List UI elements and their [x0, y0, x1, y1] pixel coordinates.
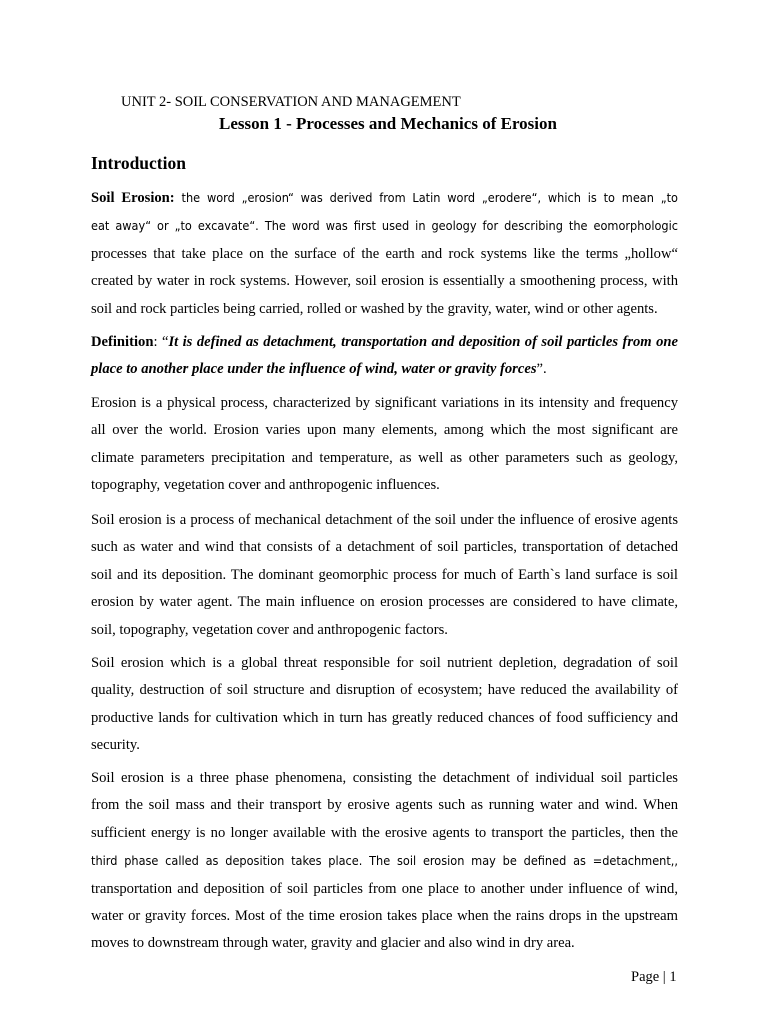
paragraph-line: moves to downstream through water, gravity and glacier and also wind in dry area. — [91, 935, 575, 952]
text-run: third phase called as deposition takes place. The soil erosion may be defined as =detachment,, — [91, 853, 678, 869]
paragraph-line: water or gravity forces. Most of the time erosion takes place when the rains drops in the upstream — [91, 908, 678, 925]
paragraph-line: climate parameters precipitation and temperature, as well as other parameters such as geology, — [91, 449, 678, 466]
unit-heading: UNIT 2- SOIL CONSERVATION AND MANAGEMENT — [121, 94, 461, 110]
paragraph-mechanical-detachment — [91, 507, 678, 644]
paragraph-line — [91, 184, 678, 212]
paragraph-line — [91, 212, 678, 240]
paragraph-line: processes that take place on the surface of the earth and rock systems like the terms „hollow“ — [91, 245, 678, 262]
paragraph-line — [91, 356, 678, 383]
paragraph-line: soil, topography, vegetation cover and anthropogenic factors. — [91, 621, 448, 638]
definition-text: place to another place under the influence of wind, water or gravity forces — [91, 361, 537, 378]
text-run: : “ — [153, 334, 169, 350]
paragraph-line: Soil erosion is a three phase phenomena, consisting the detachment of individual soil particles — [91, 770, 678, 786]
paragraph-line: security. — [91, 737, 140, 754]
term-label: Definition — [91, 334, 154, 350]
page-number: Page | 1 — [631, 969, 677, 985]
paragraph-line: Erosion is a physical process, characterized by significant variations in its intensity and frequency — [91, 395, 678, 411]
paragraph-line: transportation and deposition of soil particles from one place to another under influence of wind, — [91, 880, 678, 897]
paragraph-global-threat — [91, 650, 678, 760]
paragraph-line: Soil erosion which is a global threat responsible for soil nutrient depletion, degradation of soil — [91, 655, 678, 671]
paragraph-line: topography, vegetation cover and anthropogenic influences. — [91, 477, 440, 494]
paragraph-line: soil and rock particles being carried, rolled or washed by the gravity, water, wind or other agents. — [91, 300, 658, 317]
term-label: Soil Erosion: — [91, 190, 175, 206]
paragraph-line: from the soil mass and their transport by erosive agents such as running water and wind. When — [91, 797, 678, 814]
paragraph-line: erosion by water agent. The main influence on erosion processes are considered to have climate, — [91, 594, 678, 611]
paragraph-definition — [91, 329, 678, 384]
paragraph-line: such as water and wind that consists of a detachment of soil particles, transportation of detached — [91, 539, 678, 556]
paragraph-line: quality, destruction of soil structure and disruption of ecosystem; have reduced the availability of — [91, 682, 678, 699]
text-run: The word was first used in geology for describing the eomorphologic — [264, 218, 678, 234]
text-run: eat away“ or „to excavate“. — [91, 218, 259, 234]
paragraph-line: all over the world. Erosion varies upon many elements, among which the most significant are — [91, 422, 678, 439]
text-run: the word „erosion“ was derived from Latin word „erodere“, which is to mean „to — [181, 190, 678, 205]
definition-text: It is defined as detachment, transportation and deposition of soil particles from one — [168, 334, 679, 350]
text-run: ”. — [536, 361, 547, 378]
lesson-title: Lesson 1 - Processes and Mechanics of Erosion — [219, 114, 557, 133]
paragraph-physical-process — [91, 390, 678, 500]
paragraph-soil-erosion — [91, 184, 678, 323]
paragraph-line: productive lands for cultivation which in turn has greatly reduced chances of food sufficiency and — [91, 709, 678, 726]
paragraph-line: soil and its deposition. The dominant geomorphic process for much of Earth`s land surface is soil — [91, 566, 678, 583]
paragraph-line: Soil erosion is a process of mechanical detachment of the soil under the influence of erosive agents — [91, 512, 678, 528]
paragraph-line — [91, 329, 678, 356]
paragraph-line — [91, 847, 678, 875]
paragraph-line: created by water in rock systems. However, soil erosion is essentially a smoothening process, with — [91, 273, 678, 290]
paragraph-line: sufficient energy is no longer available with the erosive agents to transport the particles, then the — [91, 824, 678, 841]
section-heading-introduction: Introduction — [91, 153, 186, 173]
paragraph-three-phase — [91, 765, 678, 958]
